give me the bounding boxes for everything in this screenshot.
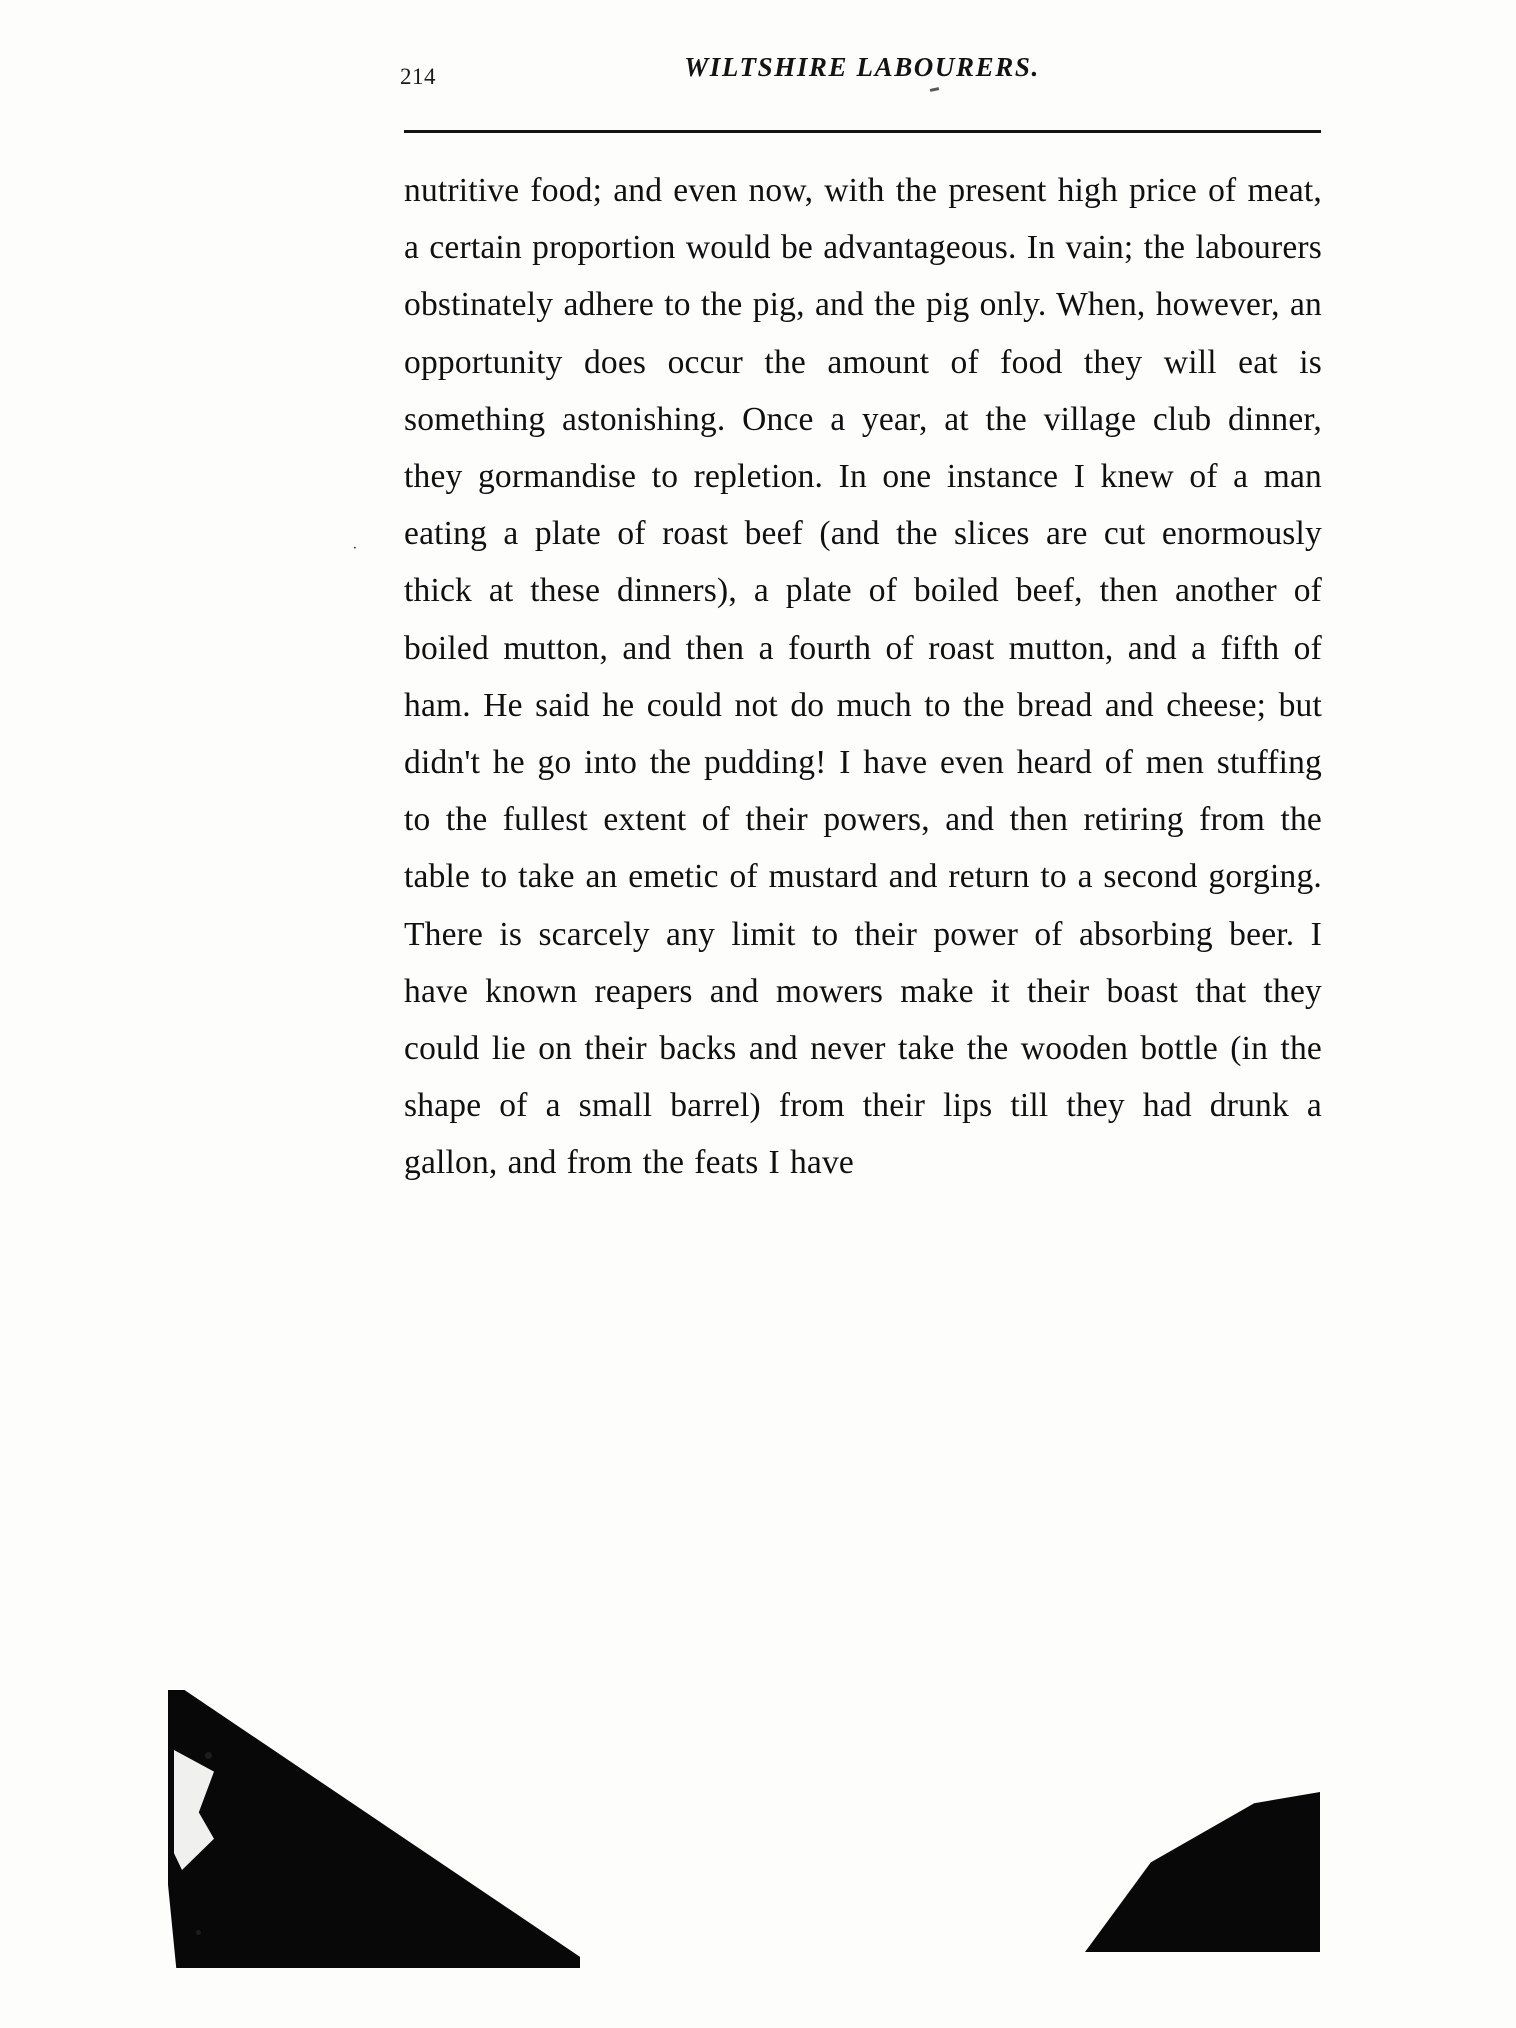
running-title: WILTSHIRE LABOURERS. <box>684 52 1040 82</box>
body-text-block <box>404 162 1322 1192</box>
ink-speck-icon <box>196 1930 201 1935</box>
page-number: 214 <box>400 64 436 89</box>
ink-speck-icon <box>930 87 939 92</box>
margin-ink-mark: ˙ <box>352 543 358 562</box>
body-paragraph: nutritive food; and even now, with the present high price of meat, a certain proportion would be advantageous. In vain; the labourers obstinately adhere to the pig, and the pig only. When, however, an opportunity does occur the amount of food they will eat is something astonishing. Once a year, at the village club dinner, they gormandise to repletion. In one instance I knew of a man eating a plate of roast beef (and the slices are cut enormously thick at these dinners), a plate of boiled beef, then another of boiled mutton, and then a fourth of roast mutton, and a fifth of ham. He said he could not do much to the bread and cheese; but didn't he go into the pudding! I have even heard of men stuffing to the fullest extent of their powers, and then retiring from the table to take an emetic of mustard and return to a second gorging. There is scarcely any limit to their power of absorbing beer. I have known reapers and mowers make it their boast that they could lie on their backs and never take the wooden bottle (in the shape of a small barrel) from their lips till they had drunk a gallon, and from the feats I have <box>404 172 1322 1182</box>
scan-artifact-right <box>1085 1792 1320 1952</box>
scan-artifact-left <box>168 1690 580 1968</box>
running-head <box>400 52 1320 94</box>
header-divider <box>404 130 1321 133</box>
ink-speck-icon <box>205 1752 212 1759</box>
